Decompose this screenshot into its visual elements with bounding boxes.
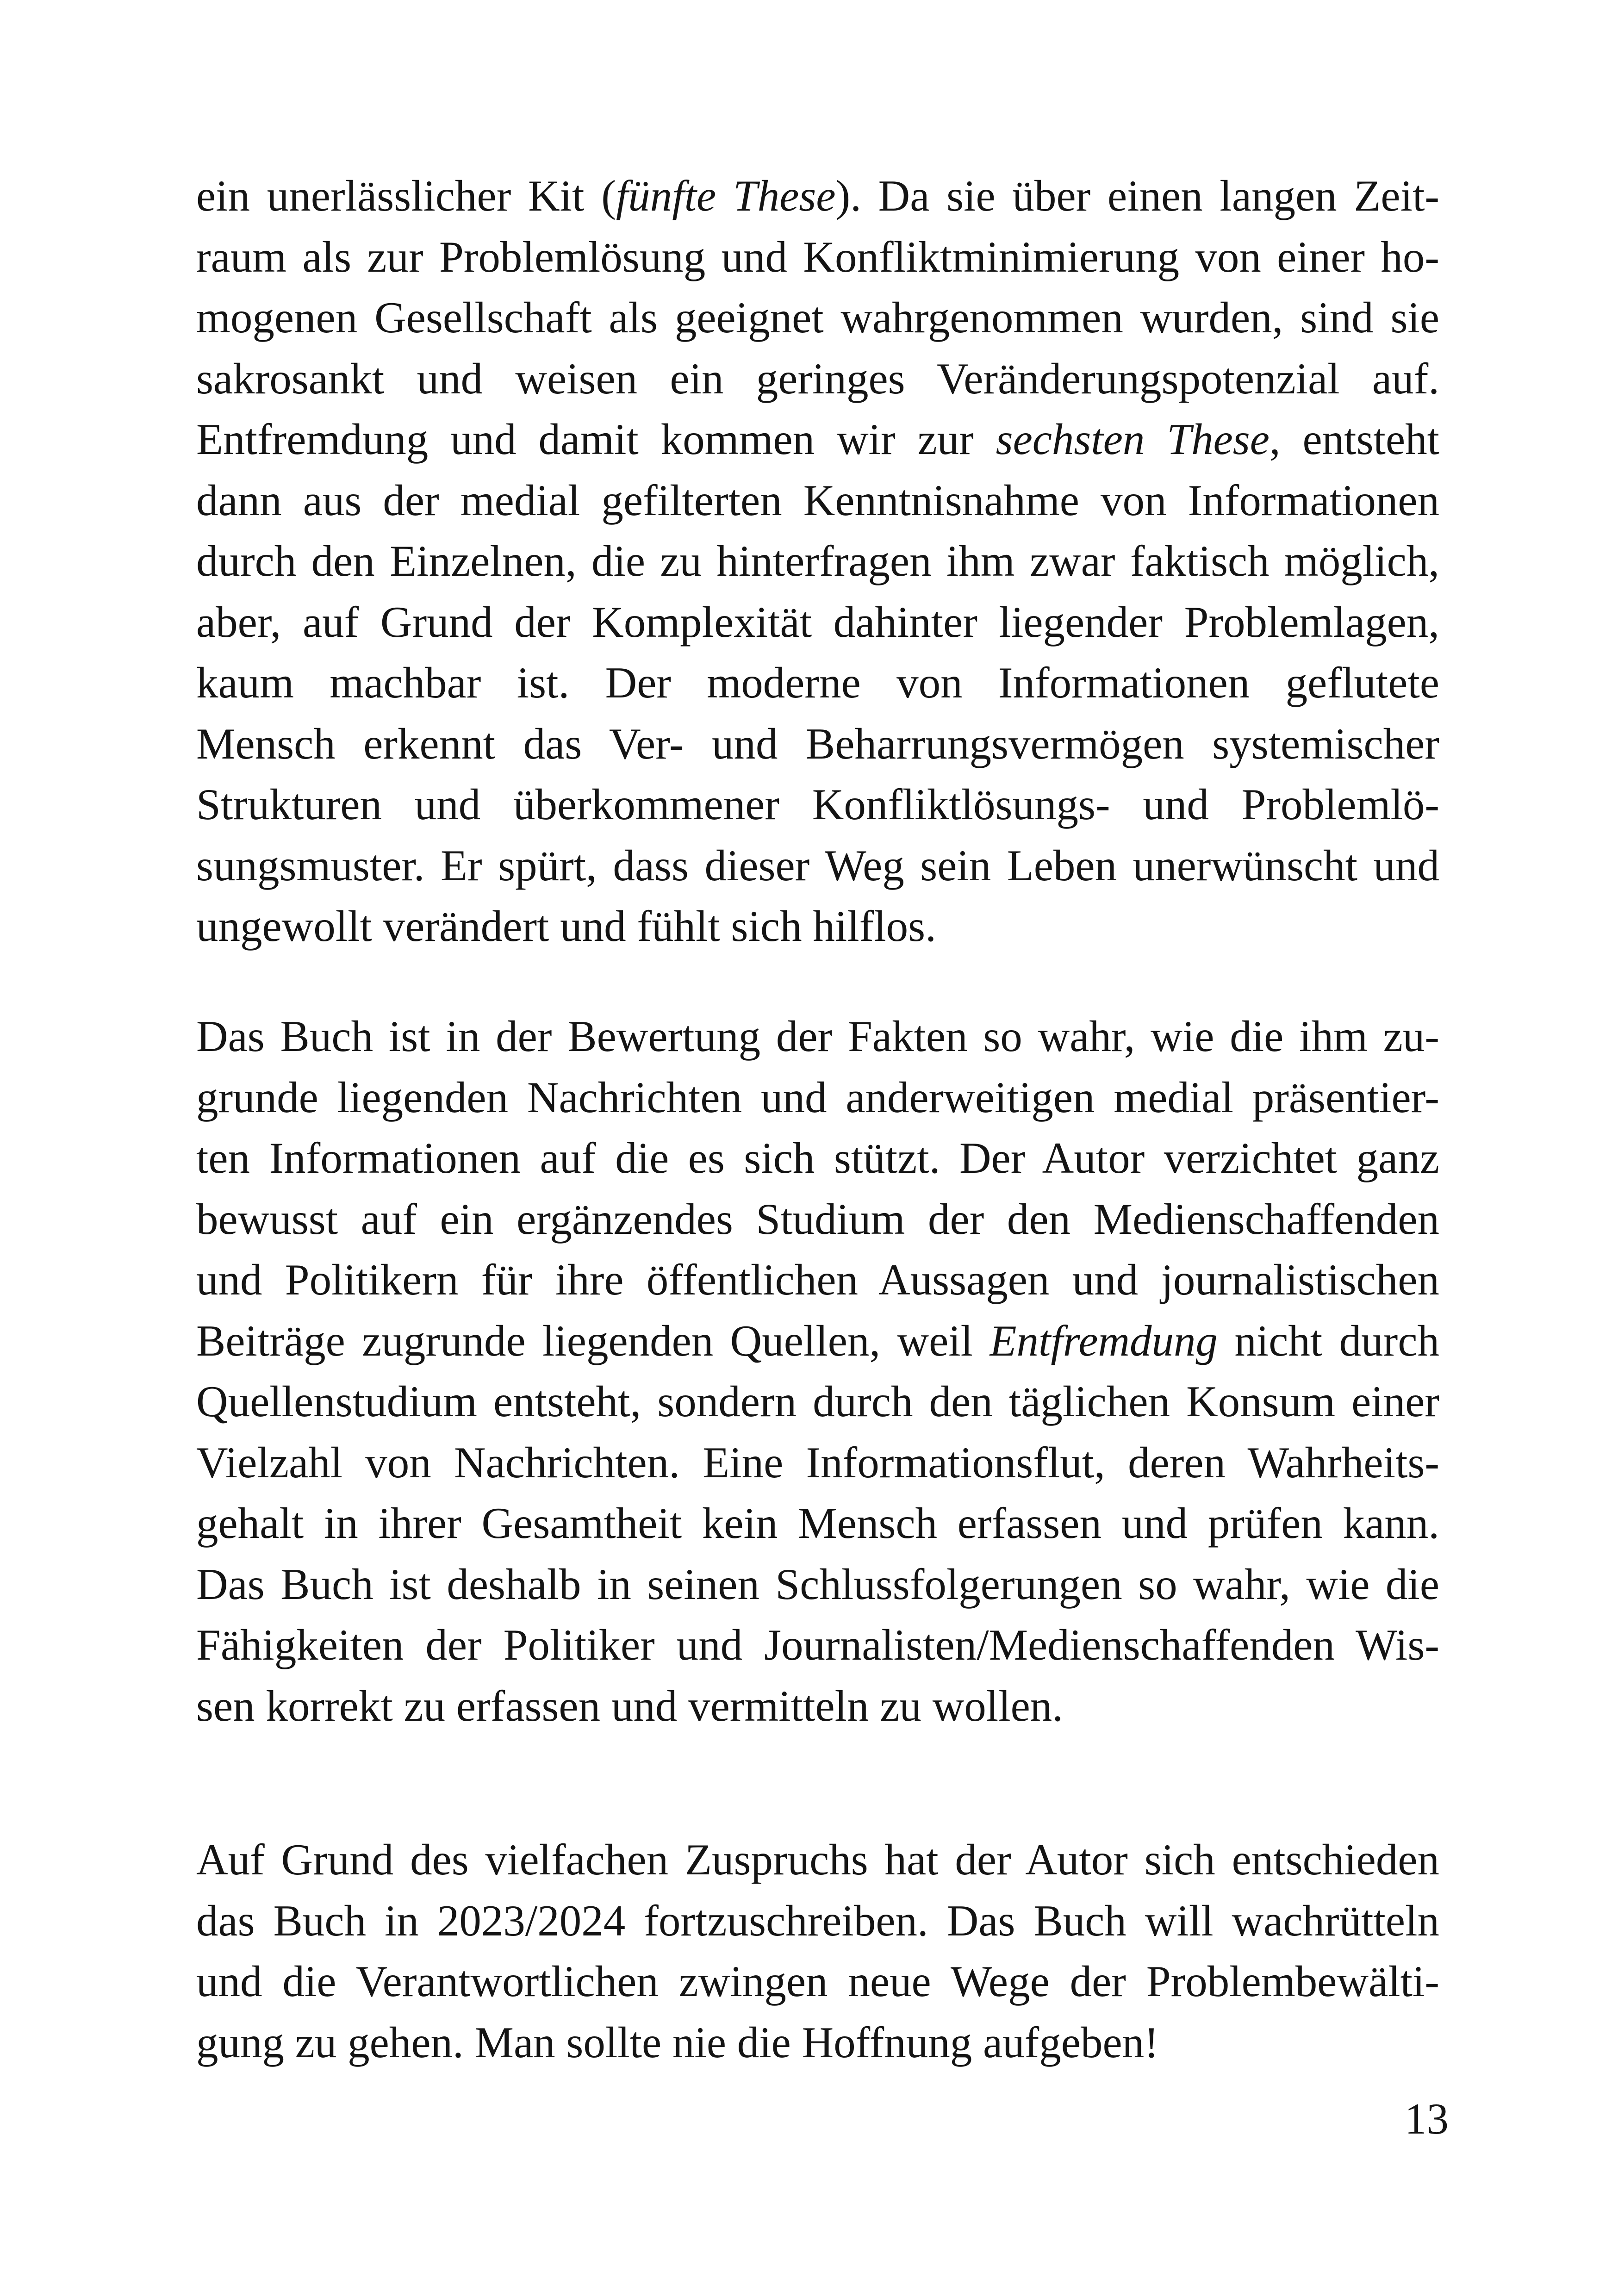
text-segment: Vielzahl von Nachrichten. Eine Informationsflut, deren Wahrheits- <box>196 1437 1439 1487</box>
text-segment: das Buch in 2023/2024 fortzuschreiben. Das Buch will wachrütteln <box>196 1896 1439 1945</box>
text-segment: , entsteht <box>1269 415 1440 464</box>
text-segment: gehalt in ihrer Gesamtheit kein Mensch erfassen und prüfen kann. <box>196 1499 1439 1548</box>
text-line <box>196 348 1439 410</box>
text-line <box>196 1951 1439 2012</box>
text-segment: dann aus der medial gefilterten Kenntnisnahme von Informationen <box>196 475 1439 525</box>
text-segment: und die Verantwortlichen zwingen neue Wege der Problembewälti- <box>196 1957 1439 2006</box>
text-segment: Strukturen und überkommener Konfliktlösungs- und Problemlö- <box>196 780 1439 829</box>
text-line <box>196 409 1439 470</box>
text-line <box>196 1067 1439 1128</box>
text-line <box>196 531 1439 592</box>
italic-text: Entfremdung <box>989 1316 1218 1365</box>
text-line <box>196 1891 1439 1952</box>
italic-text: sechsten These <box>996 415 1270 464</box>
text-line <box>196 1676 1439 1737</box>
text-segment: Beiträge zugrunde liegenden Quellen, weil <box>196 1316 990 1365</box>
text-segment: sakrosankt und weisen ein geringes Veränderungspotenzial auf. <box>196 354 1439 403</box>
text-line <box>196 1829 1439 1891</box>
text-segment: ). Da sie über einen langen Zeit- <box>835 171 1439 220</box>
paragraph-2 <box>196 1006 1439 1736</box>
text-segment: nicht durch <box>1217 1316 1439 1365</box>
text-line <box>196 1554 1439 1615</box>
text-line <box>196 2012 1439 2073</box>
text-segment: durch den Einzelnen, die zu hinterfragen ihm zwar faktisch möglich, <box>196 536 1439 585</box>
text-segment: und Politikern für ihre öffentlichen Aussagen und journalistischen <box>196 1255 1439 1304</box>
text-segment: raum als zur Problemlösung und Konfliktminimierung von einer ho- <box>196 232 1439 281</box>
text-segment: Quellenstudium entsteht, sondern durch den täglichen Konsum einer <box>196 1377 1439 1426</box>
text-segment: sen korrekt zu erfassen und vermitteln zu wollen. <box>196 1681 1064 1730</box>
text-line <box>196 1432 1439 1493</box>
text-line <box>196 714 1439 775</box>
text-segment: bewusst auf ein ergänzendes Studium der den Medienschaffenden <box>196 1194 1439 1244</box>
page-number: 13 <box>1405 2094 1449 2143</box>
text-line <box>196 896 1439 957</box>
text-segment: Auf Grund des vielfachen Zuspruchs hat der Autor sich entschieden <box>196 1835 1439 1884</box>
text-segment: ungewollt verändert und fühlt sich hilflos. <box>196 902 936 951</box>
text-segment: ten Informationen auf die es sich stützt. Der Autor verzichtet ganz <box>196 1133 1439 1182</box>
text-line <box>196 1493 1439 1554</box>
text-segment: Fähigkeiten der Politiker und Journalisten/Medienschaffenden Wis- <box>196 1620 1439 1669</box>
text-segment: ein unerlässlicher Kit ( <box>196 171 616 220</box>
text-segment: Das Buch ist in der Bewertung der Fakten so wahr, wie die ihm zu- <box>196 1012 1439 1061</box>
text-line <box>196 287 1439 348</box>
text-line <box>196 774 1439 835</box>
text-segment: grunde liegenden Nachrichten und anderweitigen medial präsentier- <box>196 1072 1439 1122</box>
text-line <box>196 592 1439 653</box>
text-line <box>196 1371 1439 1432</box>
text-segment: Entfremdung und damit kommen wir zur <box>196 415 996 464</box>
text-segment: sungsmuster. Er spürt, dass dieser Weg sein Leben unerwünscht und <box>196 840 1439 890</box>
text-line <box>196 1615 1439 1676</box>
text-line <box>196 653 1439 714</box>
text-line <box>196 1189 1439 1250</box>
text-segment: kaum machbar ist. Der moderne von Informationen geflutete <box>196 658 1439 707</box>
text-line <box>196 1006 1439 1067</box>
text-line <box>196 166 1439 227</box>
text-line <box>196 1128 1439 1189</box>
text-line <box>196 470 1439 531</box>
paragraph-1 <box>196 166 1439 957</box>
text-segment: Mensch erkennt das Ver- und Beharrungsvermögen systemischer <box>196 719 1439 768</box>
text-line <box>196 1311 1439 1372</box>
text-segment: mogenen Gesellschaft als geeignet wahrgenommen wurden, sind sie <box>196 293 1439 342</box>
text-segment: Das Buch ist deshalb in seinen Schlussfolgerungen so wahr, wie die <box>196 1559 1439 1609</box>
paragraph-3 <box>196 1829 1439 2073</box>
text-segment: aber, auf Grund der Komplexität dahinter liegender Problemlagen, <box>196 597 1439 647</box>
text-segment: gung zu gehen. Man sollte nie die Hoffnung aufgeben! <box>196 2017 1159 2067</box>
text-line <box>196 835 1439 896</box>
italic-text: fünfte These <box>616 171 836 220</box>
text-line <box>196 227 1439 288</box>
text-line <box>196 1250 1439 1311</box>
